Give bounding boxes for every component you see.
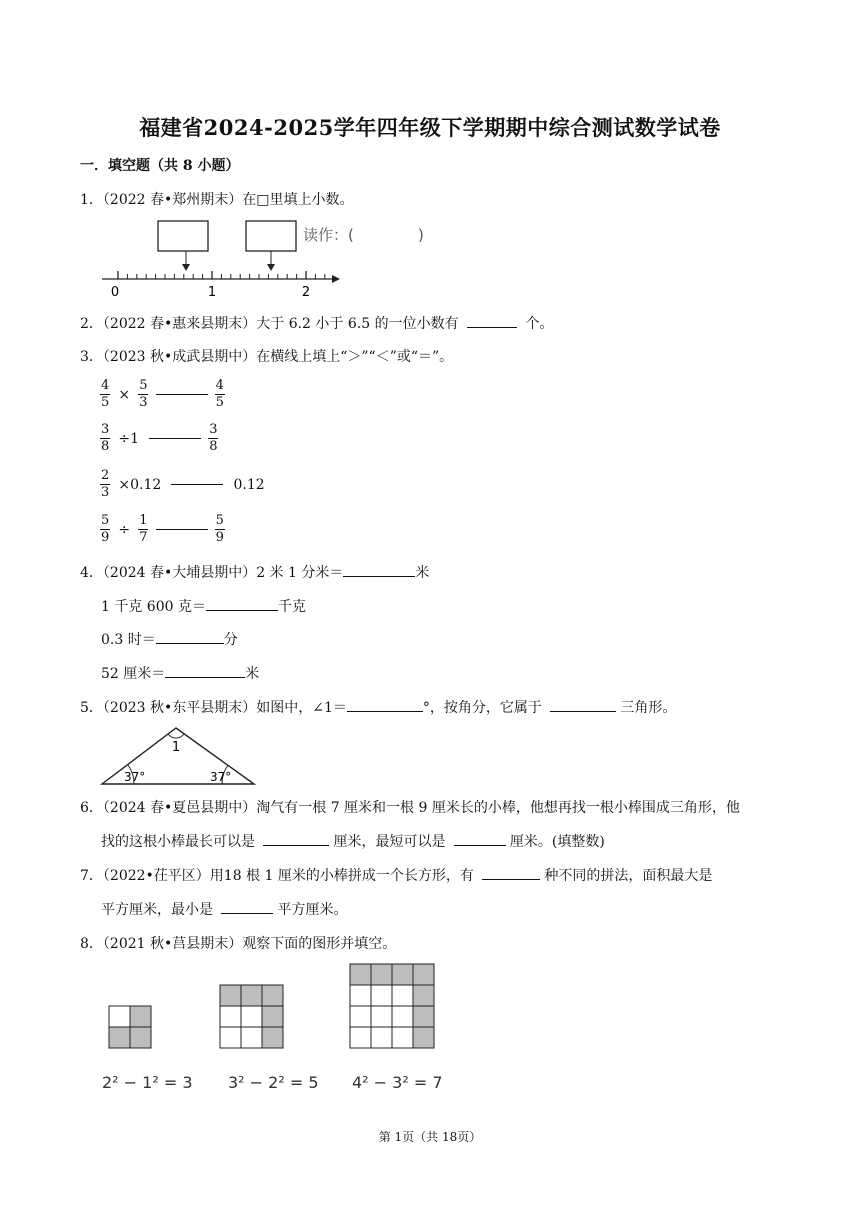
equation-3: 4² − 3² = 7 (352, 1073, 443, 1092)
unit: 米 (245, 666, 260, 682)
q3-row-2 (100, 422, 218, 455)
question-1-text: 1．（2022 春•郑州期末）在□里填上小数。 (80, 192, 354, 208)
tick-label-1: 1 (207, 285, 217, 300)
equation-1: 2² − 1² = 3 (102, 1073, 193, 1092)
read-close: ) (418, 226, 424, 244)
cell-shaded (413, 1027, 434, 1048)
operator: ÷ (118, 521, 131, 538)
denominator: 7 (139, 530, 148, 545)
q4-blank-4[interactable] (165, 663, 245, 678)
q7-line2-suffix: 平方厘米。 (277, 902, 348, 918)
q6-suffix: 厘米。(填整数) (509, 834, 605, 850)
fraction (100, 513, 110, 546)
question-6-line-2 (101, 831, 605, 851)
denominator: 5 (215, 395, 224, 410)
q4-line2-text: 1 千克 600 克＝ (101, 599, 206, 615)
question-5 (80, 697, 676, 717)
arrow-head-2 (267, 264, 275, 271)
q3-blank-3[interactable] (171, 484, 223, 485)
number-line-figure (96, 218, 426, 302)
q5-blank-2[interactable] (550, 697, 616, 712)
q4-blank-2[interactable] (206, 596, 278, 611)
unit: 米 (415, 565, 430, 581)
q7-suffix: 种不同的拼法，面积最大是 (544, 868, 713, 884)
question-4-line-3 (101, 629, 238, 649)
angle-arc-top (168, 734, 184, 738)
numerator: 5 (139, 378, 148, 393)
q7-blank-1[interactable] (482, 865, 540, 880)
cell-white (371, 1027, 392, 1048)
cell-shaded (130, 1027, 151, 1048)
denominator: 8 (101, 439, 110, 454)
question-6-line-1: 6．（2024 春•夏邑县期中）淘气有一根 7 厘米和一根 9 厘米长的小棒，他想再找一根小棒围成三角形，他 (80, 800, 740, 816)
q2-blank[interactable] (467, 313, 517, 328)
cell-white (241, 1027, 262, 1048)
q3-blank-2[interactable] (149, 438, 201, 439)
cell-shaded (262, 985, 283, 1006)
q5-blank-1[interactable] (347, 697, 423, 712)
operator: ÷1 (118, 430, 140, 447)
tick-label-0: 0 (110, 285, 120, 300)
grid-3x3 (220, 985, 283, 1048)
q3-blank-4[interactable] (156, 529, 208, 530)
numerator: 2 (101, 468, 110, 483)
unit: 分 (223, 632, 238, 648)
cell-shaded (392, 964, 413, 985)
question-8-text: 8．（2021 秋•莒县期末）观察下面的图形并填空。 (80, 936, 397, 952)
question-2-suffix: 个。 (525, 316, 554, 332)
question-4-line-4 (101, 663, 259, 683)
operator: × (118, 386, 131, 403)
q3-row-1 (100, 378, 225, 411)
q4-line3-text: 0.3 时＝ (101, 632, 156, 648)
question-2 (80, 313, 553, 333)
left-angle-label: 37° (124, 770, 146, 784)
q4-blank-3[interactable] (156, 629, 224, 644)
q4-blank-1[interactable] (343, 562, 415, 577)
cell-white (241, 1006, 262, 1027)
section-heading: 一．填空题（共 8 小题） (80, 158, 240, 174)
numerator: 3 (101, 422, 110, 437)
fraction (100, 468, 110, 501)
fraction (208, 422, 218, 455)
cell-white (371, 985, 392, 1006)
cell-white (350, 1027, 371, 1048)
q3-blank-1[interactable] (156, 394, 208, 395)
cell-shaded (350, 964, 371, 985)
numerator: 1 (139, 513, 148, 528)
answer-box-1 (158, 221, 208, 251)
cell-shaded (130, 1006, 151, 1027)
q3-row-3 (100, 468, 268, 501)
cell-shaded (262, 1006, 283, 1027)
question-4-line-1 (80, 562, 429, 582)
question-7-line-2 (101, 899, 347, 919)
tick-label-2: 2 (301, 285, 311, 300)
fraction (215, 378, 225, 411)
page-footer: 第 1页（共 18页） (378, 1130, 482, 1144)
cell-white (392, 1006, 413, 1027)
q6-mid: 厘米，最短可以是 (333, 834, 446, 850)
cell-shaded (262, 1027, 283, 1048)
cell-white (350, 985, 371, 1006)
question-2-prefix: 2．（2022 春•惠来县期末）大于 6.2 小于 6.5 的一位小数有 (80, 316, 459, 332)
answer-box-2 (246, 221, 296, 251)
numerator: 5 (101, 513, 110, 528)
fraction (138, 513, 148, 546)
right-angle-label: 37° (210, 770, 232, 784)
question-4-line-2 (101, 596, 306, 616)
question-3-text: 3．（2023 秋•成武县期中）在横线上填上“＞”“＜”或“＝”。 (80, 349, 454, 365)
cell-white (392, 985, 413, 1006)
denominator: 9 (215, 530, 224, 545)
cell-shaded (241, 985, 262, 1006)
square-pattern-figure (96, 960, 456, 1100)
page-title: 福建省2024-2025学年四年级下学期期中综合测试数学试卷 (139, 115, 721, 140)
q7-prefix: 7．（2022•茌平区）用18 根 1 厘米的小棒拼成一个长方形，有 (80, 868, 474, 884)
question-7-line-1 (80, 865, 712, 885)
denominator: 3 (139, 395, 148, 410)
read-label: 读作：( (303, 226, 354, 244)
numerator: 4 (101, 378, 110, 393)
operator: ×0.12 (118, 476, 162, 493)
triangle-figure (98, 724, 260, 786)
cell-shaded (413, 985, 434, 1006)
denominator: 3 (101, 485, 110, 500)
numerator: 5 (215, 513, 224, 528)
numerator: 4 (215, 378, 224, 393)
fraction (100, 378, 110, 411)
grid-4x4 (350, 964, 434, 1048)
q5-suffix: 三角形。 (620, 700, 677, 716)
cell-shaded (413, 1006, 434, 1027)
equation-2: 3² − 2² = 5 (228, 1073, 319, 1092)
fraction (100, 422, 110, 455)
cell-white (350, 1006, 371, 1027)
q7-line2-prefix: 平方厘米，最小是 (101, 902, 213, 918)
q5-middle: °，按角分，它属于 (422, 700, 542, 716)
q3-row-4 (100, 513, 225, 546)
cell-white (109, 1006, 130, 1027)
q6-blank-2[interactable] (454, 831, 506, 846)
value: 0.12 (233, 476, 265, 493)
numerator: 3 (209, 422, 218, 437)
arrow-head-1 (182, 264, 190, 271)
q4-line4-text: 52 厘米＝ (101, 666, 166, 682)
unit: 千克 (277, 599, 306, 615)
fraction (138, 378, 148, 411)
denominator: 8 (209, 439, 218, 454)
cell-shaded (413, 964, 434, 985)
q7-blank-2[interactable] (221, 899, 273, 914)
q4-line1-text: 4．（2024 春•大埔县期中）2 米 1 分米＝ (80, 565, 344, 581)
denominator: 5 (101, 395, 110, 410)
fraction (215, 513, 225, 546)
cell-white (220, 1027, 241, 1048)
cell-white (392, 1027, 413, 1048)
cell-shaded (109, 1027, 130, 1048)
cell-white (220, 1006, 241, 1027)
q6-prefix: 找的这根小棒最长可以是 (101, 834, 255, 850)
q5-prefix: 5．（2023 秋•东平县期末）如图中，∠1＝ (80, 700, 347, 716)
angle-1-label: 1 (171, 740, 181, 755)
grid-2x2 (109, 1006, 151, 1048)
denominator: 9 (101, 530, 110, 545)
cell-shaded (371, 964, 392, 985)
q6-blank-1[interactable] (263, 831, 329, 846)
axis-arrow (332, 275, 340, 283)
cell-shaded (220, 985, 241, 1006)
ticks-group (118, 271, 325, 279)
cell-white (371, 1006, 392, 1027)
